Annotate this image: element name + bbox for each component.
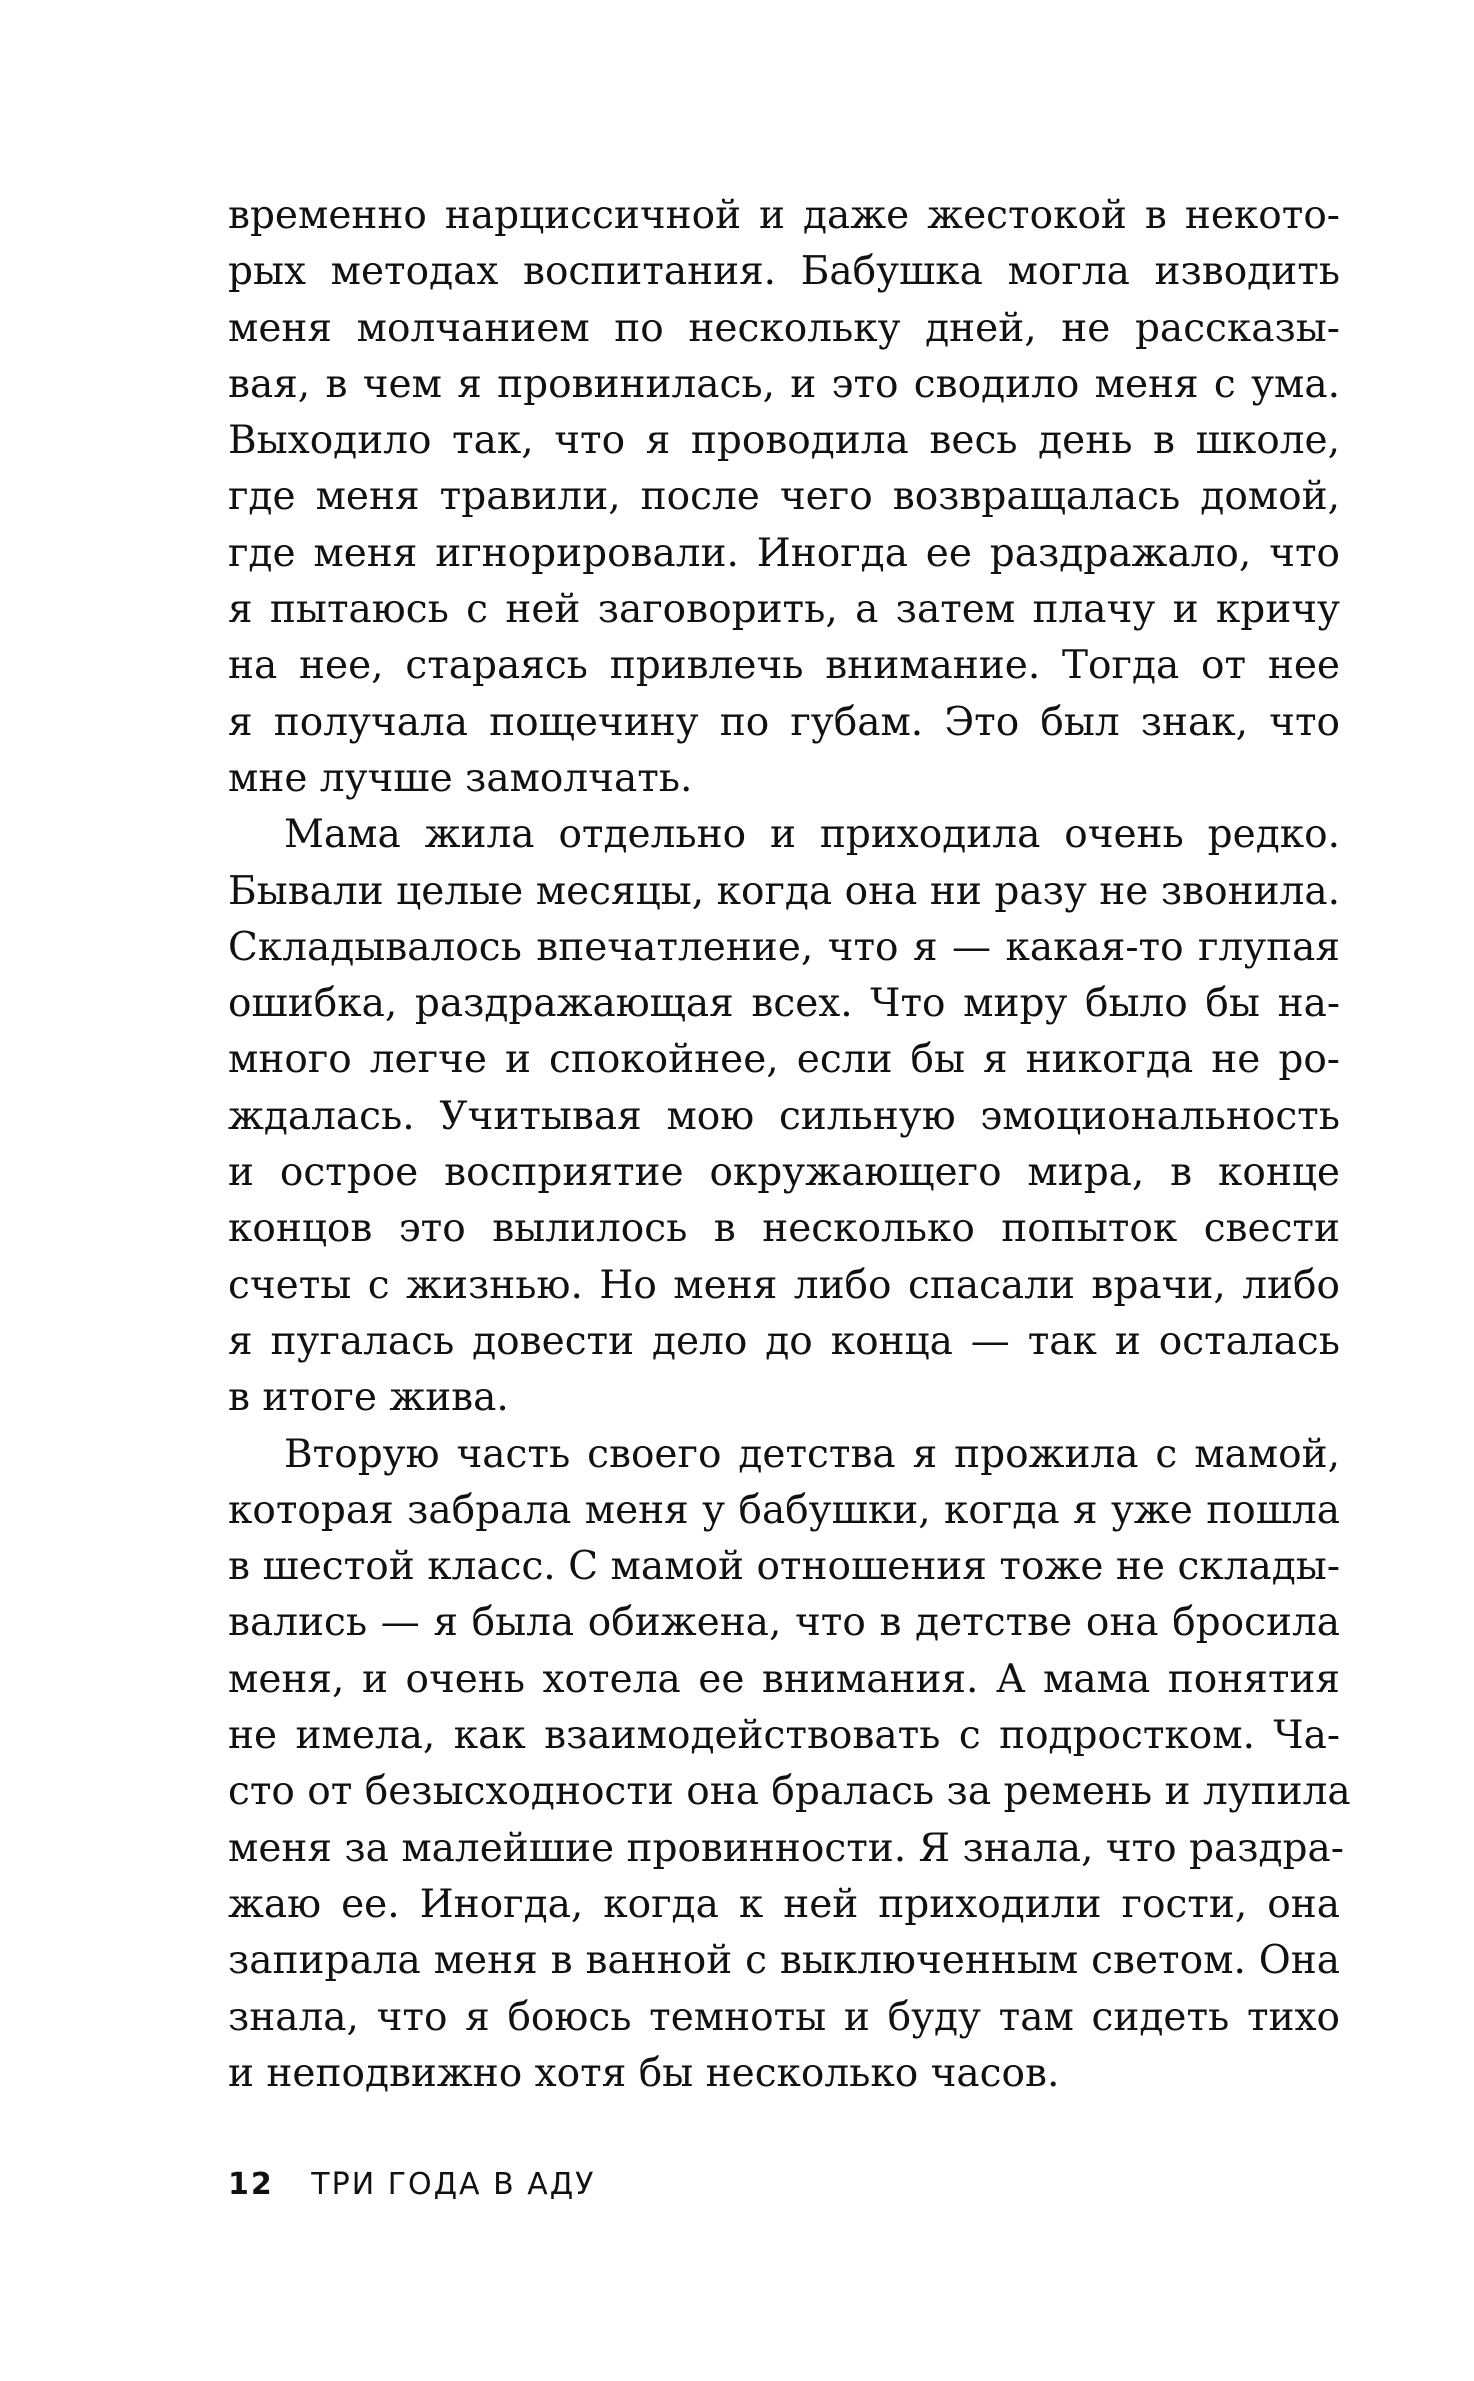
- text-line: знала, что я боюсь темноты и буду там сидеть тихо: [228, 1994, 1340, 2040]
- text-line: меня, и очень хотела ее внимания. А мама понятия: [228, 1656, 1340, 1702]
- text-line: запирала меня в ванной с выключенным светом. Она: [228, 1938, 1340, 1984]
- text-line: Вторую часть своего детства я прожила с мамой,: [284, 1431, 1340, 1477]
- text-line: в итоге жива.: [228, 1375, 509, 1421]
- text-line: Бывали целые месяцы, когда она ни разу не звонила.: [228, 868, 1340, 914]
- text-line: вались — я была обижена, что в детстве она бросила: [228, 1600, 1340, 1646]
- text-line: я получала пощечину по губам. Это был знак, что: [228, 699, 1340, 745]
- page-footer: [228, 2167, 595, 2202]
- running-title: ТРИ ГОДА В АДУ: [311, 2167, 596, 2202]
- text-line: меня за малейшие провинности. Я знала, что раздра-: [228, 1825, 1344, 1871]
- text-line: на нее, стараясь привлечь внимание. Тогда от нее: [228, 643, 1340, 689]
- text-line: я пытаюсь с ней заговорить, а затем плачу и кричу: [228, 587, 1340, 633]
- text-line: меня молчанием по нескольку дней, не рассказы-: [228, 305, 1340, 351]
- text-line: ждалась. Учитывая мою сильную эмоциональность: [228, 1093, 1340, 1139]
- text-line: ошибка, раздражающая всех. Что миру было бы на-: [228, 981, 1340, 1027]
- text-line: где меня игнорировали. Иногда ее раздражало, что: [228, 530, 1340, 576]
- text-line: в шестой класс. С мамой отношения тоже не склады-: [228, 1544, 1340, 1590]
- text-line: жаю ее. Иногда, когда к ней приходили гости, она: [228, 1881, 1340, 1927]
- text-line: где меня травили, после чего возвращалась домой,: [228, 474, 1340, 520]
- page-number: 12: [228, 2167, 274, 2202]
- text-line: которая забрала меня у бабушки, когда я уже пошла: [228, 1487, 1340, 1533]
- paragraph: [228, 1427, 1351, 2103]
- text-line: много легче и спокойнее, если бы я никогда не ро-: [228, 1037, 1340, 1083]
- text-line: временно нарциссичной и даже жестокой в некото-: [228, 193, 1340, 238]
- text-line: рых методах воспитания. Бабушка могла изводить: [228, 249, 1340, 295]
- text-line: Складывалось впечатление, что я — какая-то глупая: [228, 924, 1340, 970]
- text-line: и неподвижно хотя бы несколько часов.: [228, 2050, 1060, 2096]
- text-line: я пугалась довести дело до конца — так и осталась: [228, 1318, 1340, 1364]
- text-line: не имела, как взаимодействовать с подростком. Ча-: [228, 1713, 1340, 1759]
- text-line: мне лучше замолчать.: [228, 755, 693, 801]
- text-line: Мама жила отдельно и приходила очень редко.: [284, 812, 1340, 858]
- text-line: Выходило так, что я проводила весь день в школе,: [228, 418, 1340, 464]
- body-text: [228, 188, 1351, 2102]
- text-line: сто от безысходности она бралась за ремень и лупила: [228, 1769, 1351, 1815]
- text-line: и острое восприятие окружающего мира, в конце: [228, 1150, 1340, 1196]
- text-line: счеты с жизнью. Но меня либо спасали врачи, либо: [228, 1262, 1340, 1308]
- paragraph: [228, 807, 1340, 1426]
- text-line: вая, в чем я провинилась, и это сводило меня с ума.: [228, 361, 1340, 407]
- paragraph: [228, 188, 1340, 807]
- text-line: концов это вылилось в несколько попыток свести: [228, 1206, 1340, 1252]
